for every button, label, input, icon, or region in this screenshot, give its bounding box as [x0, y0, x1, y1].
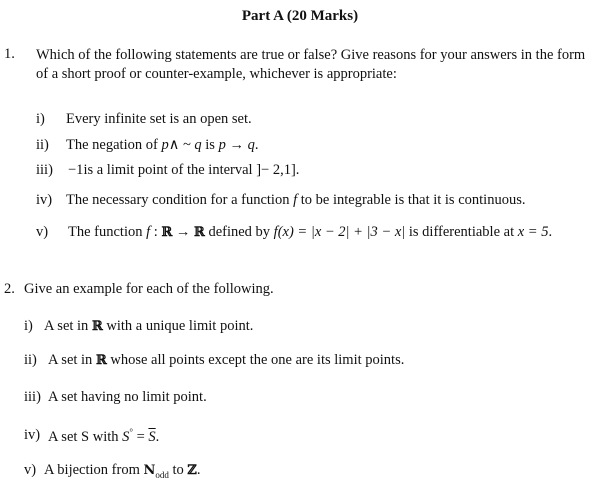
q1-item-3 — [36, 162, 300, 179]
function-expression: f(x) = |x − 2| + |3 − x| — [273, 224, 406, 240]
item-text: The necessary condition for a function f to be integrable is that it is continuous. — [66, 192, 526, 208]
item-label: ii) — [24, 352, 37, 368]
section-title: Part A (20 Marks) — [241, 8, 359, 24]
item-label: iv) — [24, 427, 41, 443]
q2-item-3 — [24, 389, 207, 406]
q2-item-4 — [24, 427, 160, 445]
q2-item-5 — [24, 462, 201, 480]
q1-item-2 — [36, 137, 259, 154]
item-label: v) — [24, 462, 37, 478]
item-text: A set in ℝ with a unique limit point. — [44, 318, 254, 334]
item-text: A bijection from $N_{odd}$ to ℤ. — [44, 462, 201, 480]
item-label: i) — [36, 111, 45, 127]
question-2-number: 2. — [4, 281, 15, 297]
implication-expression: p → q — [218, 137, 255, 153]
item-label: ii) — [36, 137, 49, 153]
item-text: A set having no limit point. — [48, 389, 207, 405]
negation-expression: p∧ ~ q — [161, 137, 202, 153]
question-2-prompt: Give an example for each of the following. — [24, 281, 274, 297]
item-text: A set in ℝ whose all points except the one are its limit points. — [48, 352, 405, 368]
question-2 — [4, 281, 274, 298]
q1-item-5 — [36, 224, 553, 241]
item-label: i) — [24, 318, 33, 334]
item-text: The negation of p∧ ~ q is p → q. — [66, 137, 259, 153]
item-label: iv) — [36, 192, 53, 208]
closure-symbol: $\overline{S}$ — [148, 429, 156, 445]
q1-item-1 — [36, 111, 252, 128]
item-label: v) — [36, 224, 49, 240]
question-1-number: 1. — [4, 46, 15, 62]
question-1-prompt: Which of the following statements are true or false? Give reasons for your answers in the form of a short proof or counter-example, whichever is appropriate: — [36, 47, 586, 82]
q1-item-4 — [36, 192, 526, 209]
item-text: Every infinite set is an open set. — [66, 111, 252, 127]
q2-item-1 — [24, 318, 254, 335]
item-label: iii) — [24, 389, 41, 405]
item-text: The function f : ℝ → ℝ defined by f(x) = |x − 2| + |3 − x| is differentiable at x = 5. — [68, 224, 553, 240]
item-text: −1is a limit point of the interval ]− 2,1]. — [68, 162, 300, 178]
item-label: iii) — [36, 162, 53, 178]
item-text: A set S with $S^\circ = \overline{S}$. — [48, 427, 160, 445]
q2-item-2 — [24, 352, 405, 369]
